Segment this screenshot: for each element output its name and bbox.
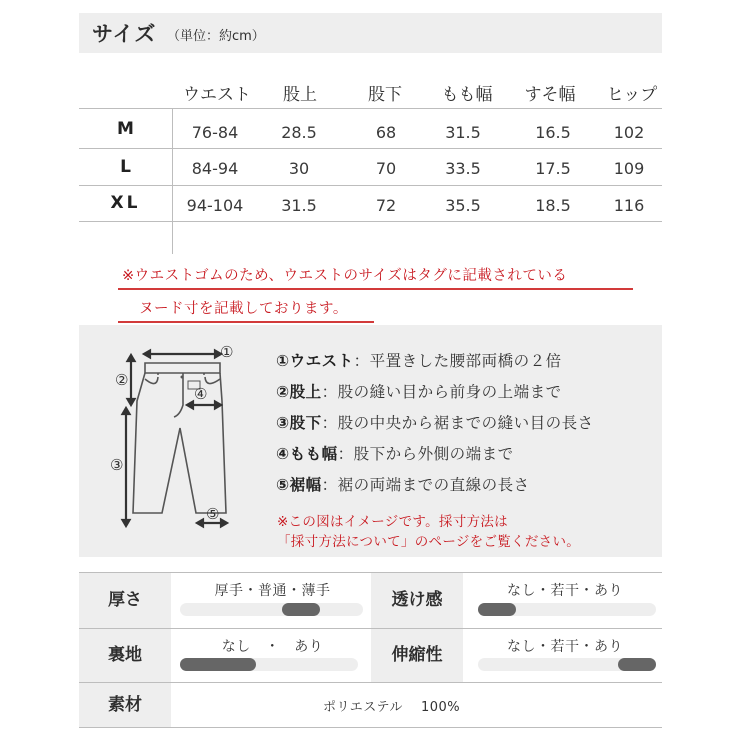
table-cell: 72: [375, 196, 397, 215]
table-cell: 70: [375, 159, 397, 178]
table-cell: 84-94: [191, 159, 239, 178]
table-divider: [79, 221, 662, 222]
stretch-indicator: [618, 658, 656, 671]
marker-1: ①: [220, 343, 234, 361]
row-label-m: M: [117, 119, 134, 139]
table-divider: [79, 185, 662, 186]
label-thickness: 厚さ: [79, 573, 171, 628]
legend-item: ③股下：股の中央から裾までの縫い目の長さ: [276, 414, 594, 432]
label-material: 素材: [79, 683, 171, 727]
table-cell: 35.5: [445, 196, 481, 215]
col-header-thigh: もも幅: [441, 85, 493, 105]
unit-label: （単位：約cm）: [167, 29, 265, 44]
col-header-hem: すそ幅: [524, 85, 576, 105]
col-header-waist: ウエスト: [183, 85, 251, 105]
pants-diagram: [100, 333, 250, 538]
table-cell: 28.5: [281, 123, 317, 142]
col-header-inseam: 股下: [368, 85, 402, 105]
legend-item: ⑤裾幅：裾の両端までの直線の長さ: [276, 476, 530, 494]
table-cell: 68: [375, 123, 397, 142]
thickness-scale: [180, 603, 363, 616]
sheer-indicator: [478, 603, 516, 616]
section-title: サイズ: [92, 22, 157, 46]
label-sheer: 透け感: [371, 573, 463, 628]
table-cell: 94-104: [186, 196, 244, 215]
row-label-l: L: [120, 157, 131, 177]
table-cell: 31.5: [445, 123, 481, 142]
marker-4: ④: [194, 385, 208, 403]
table-cell: 30: [288, 159, 310, 178]
legend-item: ①ウエスト：平置きした腰部両橋の２倍: [276, 352, 562, 370]
table-divider: [79, 148, 662, 149]
marker-2: ②: [115, 371, 129, 389]
table-cell: 76-84: [191, 123, 239, 142]
stretch-options: なし・若干・あり: [507, 639, 623, 655]
table-cell: 102: [613, 123, 645, 142]
legend-item: ④もも幅：股下から外側の端まで: [276, 445, 514, 463]
col-header-rise: 股上: [283, 85, 317, 105]
legend-item: ②股上：股の縫い目から前身の上端まで: [276, 383, 562, 401]
diagram-note-line1: ※この図はイメージです。採寸方法は: [277, 514, 508, 530]
red-underline: [118, 321, 374, 323]
table-cell: 109: [613, 159, 645, 178]
col-header-hip: ヒップ: [606, 85, 658, 105]
table-cell: 116: [613, 196, 645, 215]
material-value: ポリエステル 100%: [323, 700, 461, 715]
label-stretch: 伸縮性: [371, 629, 463, 682]
marker-5: ⑤: [206, 505, 220, 523]
table-cell: 16.5: [535, 123, 571, 142]
row-label-xl: XL: [110, 193, 141, 213]
lining-options: なし ・ あり: [221, 639, 324, 655]
marker-3: ③: [110, 456, 124, 474]
table-cell: 17.5: [535, 159, 571, 178]
thickness-indicator: [282, 603, 320, 616]
table-cell: 18.5: [535, 196, 571, 215]
sheer-options: なし・若干・あり: [507, 583, 623, 599]
lining-indicator: [180, 658, 256, 671]
table-divider: [79, 727, 662, 728]
thickness-options: 厚手・普通・薄手: [214, 583, 331, 599]
table-cell: 33.5: [445, 159, 481, 178]
waist-note-line1: ※ウエストゴムのため、ウエストのサイズはタグに記載されている: [122, 268, 568, 284]
diagram-note-line2: 「採寸方法について」のページをご覧ください。: [277, 534, 581, 550]
table-cell: 31.5: [281, 196, 317, 215]
table-divider: [79, 108, 662, 109]
red-underline: [118, 288, 633, 290]
waist-note-line2: ヌード寸を記載しております。: [139, 301, 348, 317]
label-lining: 裏地: [79, 629, 171, 682]
